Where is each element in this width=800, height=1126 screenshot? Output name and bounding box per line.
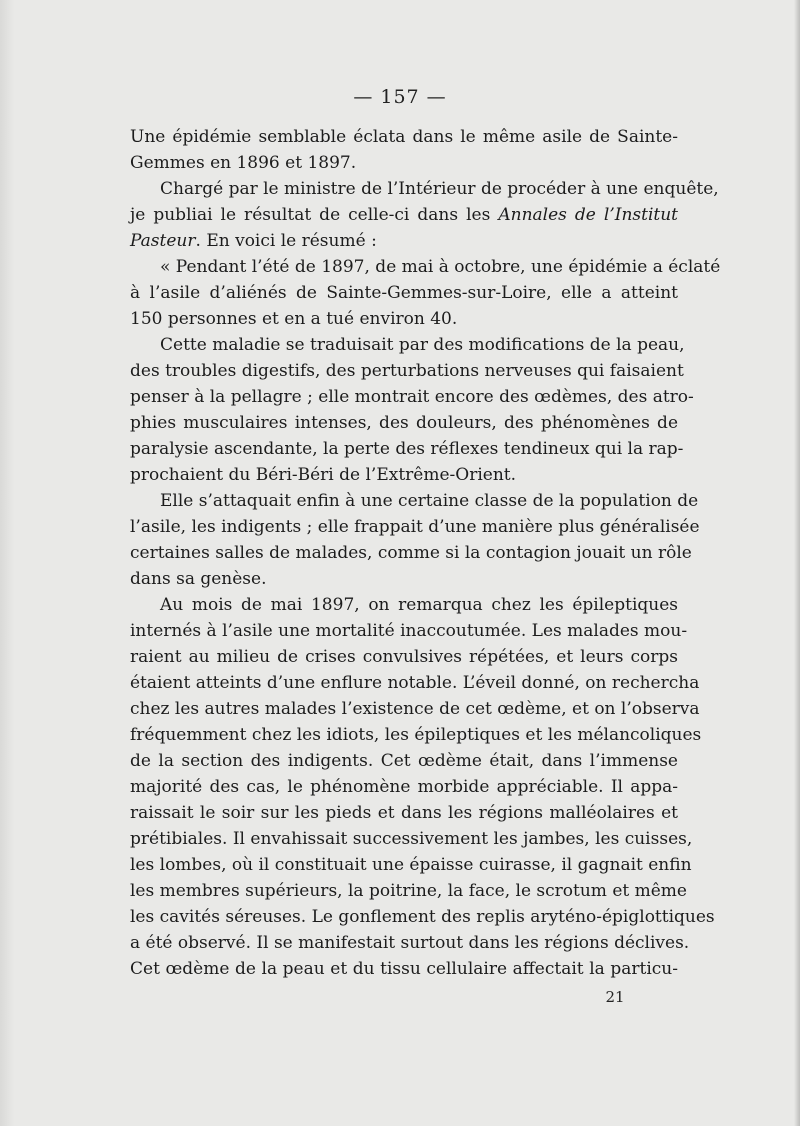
text-line: penser à la pellagre ; elle montrait encore des œdèmes, des atro- <box>130 387 694 407</box>
text-line: certaines salles de malades, comme si la contagion jouait un rôle <box>130 543 692 563</box>
text-line: Cet œdème de la peau et du tissu cellulaire affectait la particu- <box>130 959 678 979</box>
text-line: Pasteur. En voici le résumé : <box>130 231 377 251</box>
text-line: prétibiales. Il envahissait successivement les jambes, les cuisses, <box>130 829 693 849</box>
text-line: Gemmes en 1896 et 1897. <box>130 153 357 173</box>
page-gutter-shadow <box>0 0 14 1126</box>
text-line: des troubles digestifs, des perturbations nerveuses qui faisaient <box>130 361 684 381</box>
page-number: — 157 — <box>353 86 447 108</box>
text-line: de la section des indigents. Cet œdème était, dans l’immense <box>130 751 678 771</box>
text-line: Cette maladie se traduisait par des modifications de la peau, <box>160 335 685 355</box>
text-line: « Pendant l’été de 1897, de mai à octobre, une épidémie a éclaté <box>160 257 721 277</box>
text-line: paralysie ascendante, la perte des réflexes tendineux qui la rap- <box>130 439 684 459</box>
text-line: chez les autres malades l’existence de cet œdème, et on l’observa <box>130 699 700 719</box>
text-line: raient au milieu de crises convulsives répétées, et leurs corps <box>130 647 678 667</box>
text-line: Une épidémie semblable éclata dans le même asile de Sainte- <box>130 127 678 147</box>
text-line: majorité des cas, le phénomène morbide appréciable. Il appa- <box>130 777 678 797</box>
text-line: a été observé. Il se manifestait surtout dans les régions déclives. <box>130 933 690 953</box>
text-line: à l’asile d’aliénés de Sainte-Gemmes-sur-Loire, elle a atteint <box>130 283 678 303</box>
text-line: les cavités séreuses. Le gonflement des replis aryténo-épiglottiques <box>130 907 715 927</box>
text-line: Chargé par le ministre de l’Intérieur de procéder à une enquête, <box>160 179 719 199</box>
text-line: Elle s’attaquait enfin à une certaine classe de la population de <box>160 491 699 511</box>
text-line: phies musculaires intenses, des douleurs, des phénomènes de <box>130 413 678 433</box>
text-line: je publiai le résultat de celle-ci dans les Annales de l’Institut <box>130 205 678 225</box>
text-line: les membres supérieurs, la poitrine, la face, le scrotum et même <box>130 881 687 901</box>
text-line: fréquemment chez les idiots, les épileptiques et les mélancoliques <box>130 725 702 745</box>
text-line: prochaient du Béri-Béri de l’Extrême-Orient. <box>130 465 517 485</box>
text-line: l’asile, les indigents ; elle frappait d’une manière plus généralisée <box>130 517 700 537</box>
signature-mark: 21 <box>605 988 625 1006</box>
text-line: étaient atteints d’une enflure notable. L’éveil donné, on rechercha <box>130 673 700 693</box>
text-line: internés à l’asile une mortalité inaccoutumée. Les malades mou- <box>130 621 688 641</box>
page-edge-shadow <box>794 0 800 1126</box>
text-line: 150 personnes et en a tué environ 40. <box>130 309 458 329</box>
text-line: les lombes, où il constituait une épaisse cuirasse, il gagnait enfin <box>130 855 692 875</box>
text-line: raissait le soir sur les pieds et dans les régions malléolaires et <box>130 803 678 823</box>
text-line: Au mois de mai 1897, on remarqua chez les épileptiques <box>160 595 678 615</box>
text-line: dans sa genèse. <box>130 569 267 589</box>
